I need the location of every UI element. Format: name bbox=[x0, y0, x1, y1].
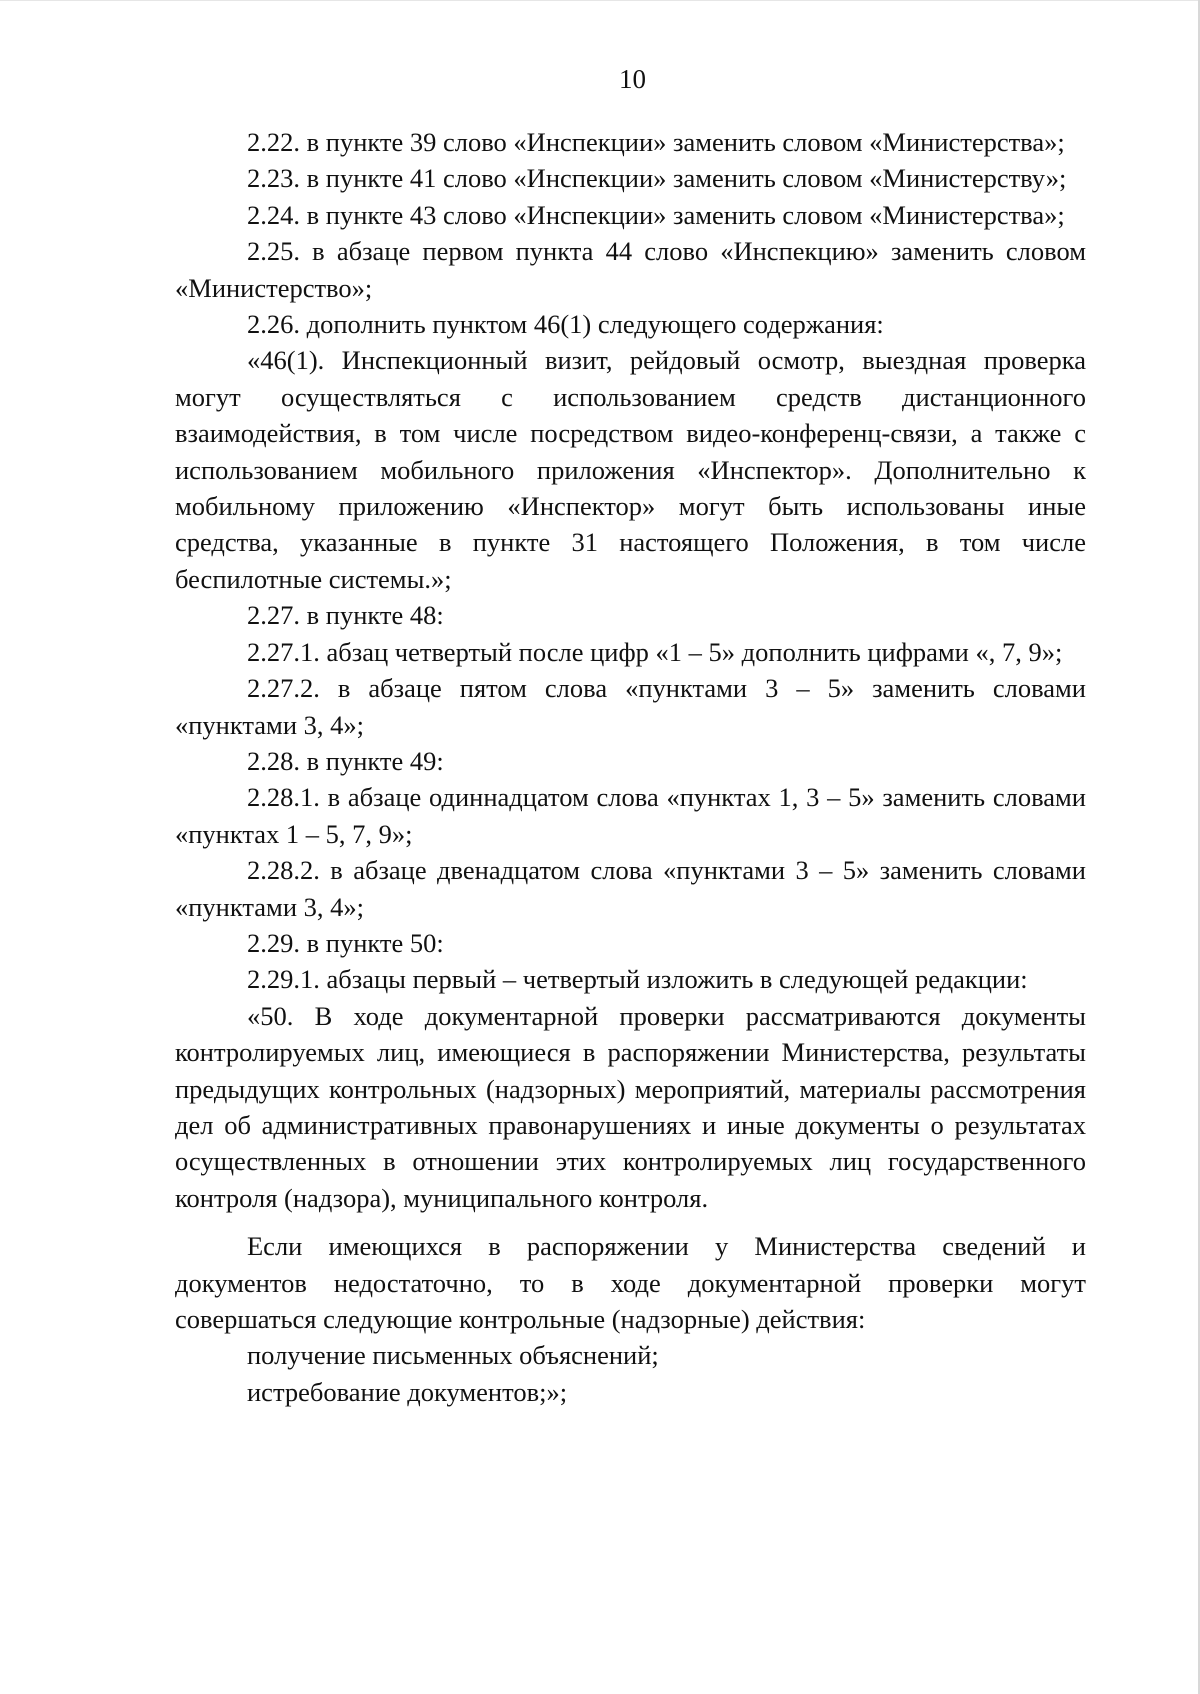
paragraph-insufficient-documents: Если имеющихся в распоряжении у Министерства сведений и документов недостаточно, то в ходе документарной проверки могут совершаться следующие контрольные (надзорные) действия: bbox=[175, 1231, 1086, 1334]
page-top-edge bbox=[0, 0, 1200, 1]
list-item-written-explanations: получение письменных объяснений; bbox=[247, 1340, 659, 1371]
paragraph-2-28-1: 2.28.1. в абзаце одиннадцатом слова «пунктах 1, 3 – 5» заменить словами «пунктах 1 – 5, 7, 9»; bbox=[175, 782, 1086, 849]
paragraph-2-27-2: 2.27.2. в абзаце пятом слова «пунктами 3 – 5» заменить словами «пунктами 3, 4»; bbox=[175, 673, 1086, 740]
paragraph-2-25: 2.25. в абзаце первом пункта 44 слово «Инспекцию» заменить словом «Министерство»; bbox=[175, 236, 1086, 303]
paragraph-2-27: 2.27. в пункте 48: bbox=[247, 600, 444, 631]
paragraph-50-quote: «50. В ходе документарной проверки рассматриваются документы контролируемых лиц, имеющиеся в распоряжении Министерства, результаты предыдущих контрольных (надзорных) мероприятий, материалы рассмотрения дел об административных правонарушениях и иные документы о результатах осуществленных в отношении этих контролируемых лиц государственного контроля (надзора), муниципального контроля. bbox=[175, 1000, 1086, 1213]
paragraph-2-28-2: 2.28.2. в абзаце двенадцатом слова «пунктами 3 – 5» заменить словами «пунктами 3, 4»; bbox=[175, 855, 1086, 922]
document-body bbox=[175, 124, 1086, 1410]
paragraph-2-22: 2.22. в пункте 39 слово «Инспекции» заменить словом «Министерства»; bbox=[247, 127, 1065, 157]
paragraph-2-24: 2.24. в пункте 43 слово «Инспекции» заменить словом «Министерства»; bbox=[247, 199, 1065, 230]
paragraph-2-23: 2.23. в пункте 41 слово «Инспекции» заменить словом «Министерству»; bbox=[247, 163, 1067, 194]
paragraph-2-26: 2.26. дополнить пунктом 46(1) следующего содержания: bbox=[247, 309, 884, 340]
list-item-document-request: истребование документов;»; bbox=[247, 1376, 568, 1407]
paragraph-2-28: 2.28. в пункте 49: bbox=[247, 745, 444, 776]
paragraph-46-1-quote: «46(1). Инспекционный визит, рейдовый осмотр, выездная проверка могут осуществляться с использованием средств дистанционного взаимодействия, в том числе посредством видео-конференц-связи, а также с использованием мобильного приложения «Инспектор». Дополнительно к мобильному приложению «Инспектор» могут быть использованы иные средства, указанные в пункте 31 настоящего Положения, в том числе беспилотные системы.»; bbox=[175, 345, 1086, 594]
paragraph-2-29: 2.29. в пункте 50: bbox=[247, 927, 444, 958]
page-number: 10 bbox=[619, 64, 646, 94]
paragraph-2-29-1: 2.29.1. абзацы первый – четвертый изложить в следующей редакции: bbox=[247, 964, 1028, 995]
paragraph-2-27-1: 2.27.1. абзац четвертый после цифр «1 – 5» дополнить цифрами «, 7, 9»; bbox=[247, 636, 1063, 667]
